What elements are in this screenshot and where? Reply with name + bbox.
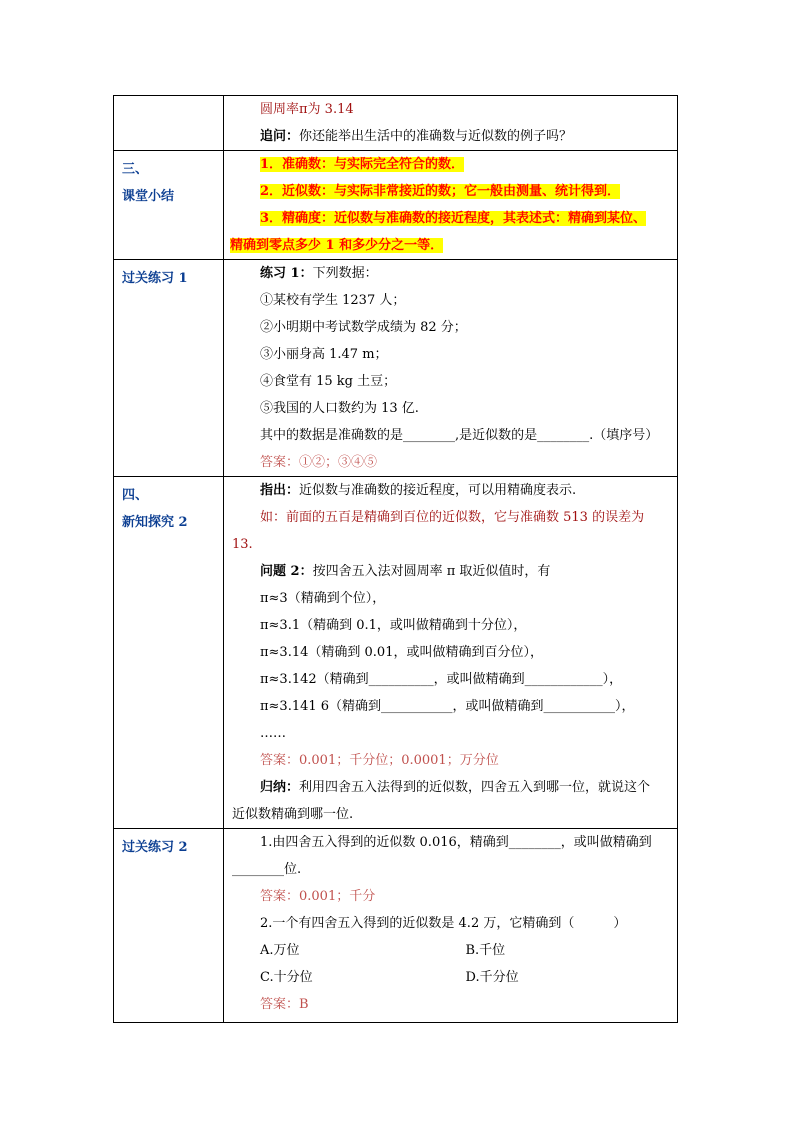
question-label: 问题 2： — [260, 564, 313, 579]
list-item: ①某校有学生 1237 人； — [260, 293, 406, 308]
table-row — [114, 151, 678, 260]
answer: 答案：0.001；千分位；0.0001；万分位 — [260, 753, 499, 768]
table-row — [114, 96, 678, 151]
list-item: ②小明期中考试数学成绩为 82 分； — [260, 320, 467, 335]
section-title: 过关练习 2 — [122, 840, 188, 855]
list-item: ⑤我国的人口数约为 13 亿. — [260, 401, 419, 416]
table-row — [114, 477, 678, 829]
section-title: 过关练习 1 — [122, 271, 188, 286]
pi-line: 圆周率π为 3.14 — [260, 102, 354, 117]
point-text: 近似数与准确数的接近程度，可以用精确度表示. — [299, 483, 577, 498]
pi-approx-line: π≈3.142（精确到__________，或叫做精确到____________）， — [260, 672, 623, 687]
summary-line — [232, 774, 671, 801]
exercise-text: 下列数据： — [312, 266, 378, 281]
follow-up-question — [232, 123, 671, 150]
row-content-cell — [224, 260, 678, 477]
pi-approx-line: π≈3.1（精确到 0.1，或叫做精确到十分位）， — [260, 618, 527, 633]
row-content-cell — [224, 477, 678, 829]
answer: 答案：B — [260, 997, 309, 1012]
row-label-cell — [114, 829, 224, 1023]
row-label-cell — [114, 151, 224, 260]
example-line-cont: 13. — [232, 537, 253, 552]
list-item: ③小丽身高 1.47 m； — [260, 347, 388, 362]
section-number: 四、 — [122, 488, 149, 503]
answer: 答案：①②；③④⑤ — [260, 455, 378, 470]
section-title: 课堂小结 — [122, 189, 175, 204]
options-row — [232, 964, 671, 991]
pi-approx-line: π≈3（精确到个位）， — [260, 591, 386, 606]
summary-line-cont: 近似数精确到哪一位. — [232, 807, 354, 822]
row-label-cell — [114, 477, 224, 829]
exercise-question-1: 1.由四舍五入得到的近似数 0.016，精确到________，或叫做精确到 — [260, 835, 652, 850]
question-line — [232, 558, 671, 585]
follow-up-label: 追问： — [260, 129, 300, 144]
section-title: 新知探究 2 — [122, 515, 188, 530]
exercise-question: 其中的数据是准确数的是________,是近似数的是________.（填序号） — [260, 428, 659, 443]
row-content-cell — [224, 96, 678, 151]
example-line: 如：前面的五百是精确到百位的近似数，它与准确数 513 的误差为 — [260, 510, 645, 525]
row-label — [122, 101, 223, 128]
exercise-label: 练习 1： — [260, 266, 313, 281]
follow-up-text: 你还能举出生活中的准确数与近似数的例子吗？ — [299, 129, 573, 144]
answer: 答案：0.001；千分 — [260, 889, 376, 904]
table-row — [114, 260, 678, 477]
summary-label: 归纳： — [260, 780, 300, 795]
point-label: 指出： — [260, 483, 300, 498]
point-line — [232, 477, 671, 504]
pi-approx-line: π≈3.14（精确到 0.01，或叫做精确到百分位）， — [260, 645, 543, 660]
option-d: D.千分位 — [465, 970, 519, 985]
option-c: C.十分位 — [260, 970, 313, 985]
section-number: 三、 — [122, 162, 149, 177]
options-row — [232, 937, 671, 964]
row-content-cell — [224, 151, 678, 260]
pi-approx-line: π≈3.141 6（精确到___________，或叫做精确到___________）， — [260, 699, 635, 714]
summary-item-1: 1．准确数：与实际完全符合的数． — [260, 157, 465, 172]
exercise-question-2: 2.一个有四舍五入得到的近似数是 4.2 万，它精确到（ ） — [260, 916, 627, 931]
option-b: B.千位 — [465, 943, 506, 958]
question-text: 按四舍五入法对圆周率 π 取近似值时，有 — [312, 564, 551, 579]
summary-item-3-cont: 精确到零点多少 1 和多少分之一等． — [230, 238, 444, 253]
list-item: ④食堂有 15 kg 土豆； — [260, 374, 397, 389]
row-label-cell — [114, 96, 224, 151]
exercise-question-1-cont: ________位. — [232, 862, 302, 877]
exercise-title — [232, 260, 671, 287]
row-label-cell — [114, 260, 224, 477]
summary-item-3: 3．精确度：近似数与准确数的接近程度，其表述式：精确到某位、 — [260, 211, 647, 226]
summary-item-2: 2．近似数：与实际非常接近的数；它一般由测量、统计得到． — [260, 184, 621, 199]
option-a: A.万位 — [260, 943, 300, 958]
summary-text: 利用四舍五入法得到的近似数，四舍五入到哪一位，就说这个 — [299, 780, 651, 795]
lesson-table — [113, 95, 678, 1023]
row-content-cell — [224, 829, 678, 1023]
table-row — [114, 829, 678, 1023]
ellipsis-line: …… — [260, 726, 286, 741]
